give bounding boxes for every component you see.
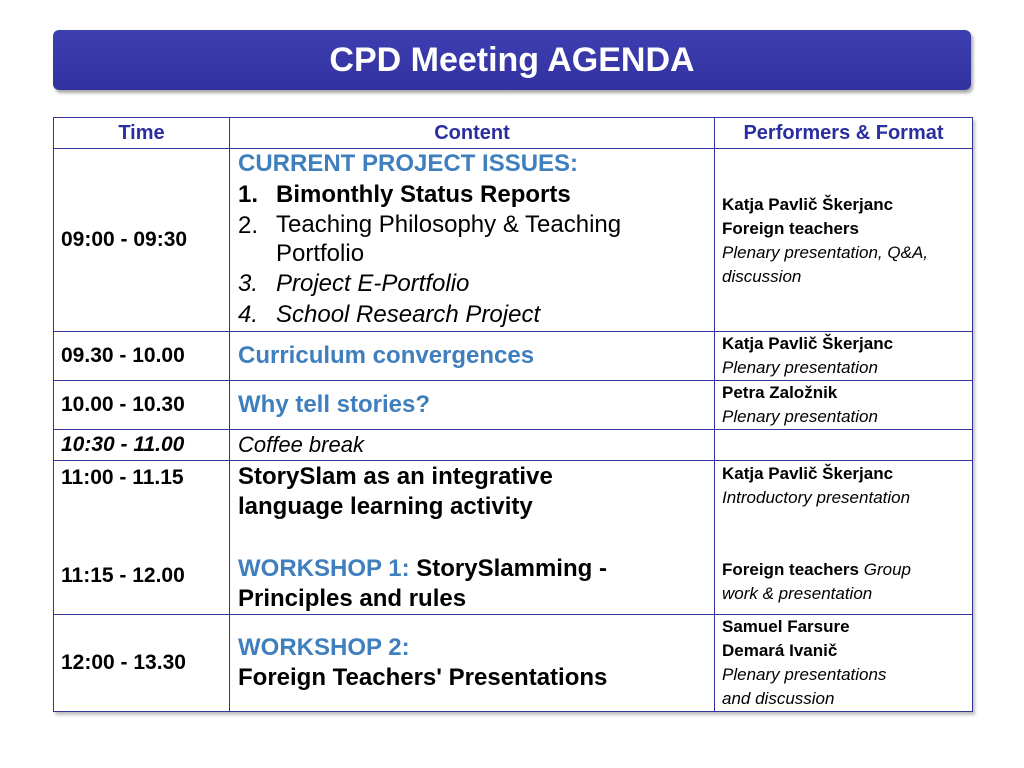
row-time: 09.30 - 10.00 — [54, 332, 230, 381]
performer-name: Foreign teachers — [722, 560, 859, 579]
workshop-label: WORKSHOP 2: — [238, 634, 410, 661]
row-performers — [715, 149, 973, 332]
row-content: StorySlam as an integrative language learning activity WORKSHOP 1: StorySlamming - Principles and rules — [230, 461, 715, 615]
row-content: Curriculum convergences — [230, 332, 715, 381]
performer-name: Demará Ivanič — [722, 641, 838, 660]
header-performers: Performers & Format — [715, 118, 973, 149]
table-row — [54, 332, 973, 381]
agenda-table — [53, 117, 973, 712]
performer-name: Katja Pavlič Škerjanc — [722, 195, 894, 214]
format-text: and discussion — [722, 689, 835, 708]
title-banner — [53, 30, 971, 90]
header-time: Time — [54, 118, 230, 149]
performer-name: Foreign teachers — [722, 219, 859, 238]
row-time: 09:00 - 09:30 — [54, 149, 230, 332]
table-row — [54, 615, 973, 712]
row-performers — [715, 430, 973, 461]
table-row — [54, 149, 973, 332]
row-time: 11:00 - 11.15 11:15 - 12.00 — [54, 461, 230, 615]
row-content — [230, 149, 715, 332]
table-row — [54, 461, 973, 615]
row-time: 10.00 - 10.30 — [54, 381, 230, 430]
performer-name: Samuel Farsure — [722, 617, 850, 636]
table-row — [54, 430, 973, 461]
row-content: WORKSHOP 2: Foreign Teachers' Presentations — [230, 615, 715, 712]
row-performers — [715, 381, 973, 430]
issues-heading: CURRENT PROJECT ISSUES: — [238, 150, 579, 177]
format-text: Plenary presentation — [722, 407, 878, 426]
row-performers: Katja Pavlič Škerjanc Introductory presentation Foreign teachers Group work & presentation — [715, 461, 973, 615]
row-content: Why tell stories? — [230, 381, 715, 430]
list-item: 2. Teaching Philosophy & Teaching Portfolio — [238, 211, 622, 267]
list-item: 3. Project E-Portfolio — [238, 270, 470, 297]
performer-name: Petra Založnik — [722, 383, 838, 402]
list-item: 4. School Research Project — [238, 301, 541, 328]
row-content: Coffee break — [230, 430, 715, 461]
row-time: 10:30 - 11.00 — [54, 430, 230, 461]
workshop-label: WORKSHOP 1: — [238, 555, 410, 582]
format-text: Plenary presentation, Q&A, discussion — [722, 243, 929, 286]
table-row — [54, 381, 973, 430]
format-text: Plenary presentation — [722, 358, 878, 377]
row-performers — [715, 615, 973, 712]
header-content: Content — [230, 118, 715, 149]
format-text: work & presentation — [722, 584, 873, 603]
page-title: CPD Meeting AGENDA — [329, 40, 695, 79]
row-performers — [715, 332, 973, 381]
list-item: 1. Bimonthly Status Reports — [238, 181, 571, 208]
issues-list — [238, 179, 714, 330]
format-text: Introductory presentation — [722, 488, 911, 507]
row-time: 12:00 - 13.30 — [54, 615, 230, 712]
format-text: Plenary presentations — [722, 665, 887, 684]
performer-name: Katja Pavlič Škerjanc — [722, 464, 894, 483]
performer-name: Katja Pavlič Škerjanc — [722, 334, 894, 353]
table-header-row — [54, 118, 973, 149]
